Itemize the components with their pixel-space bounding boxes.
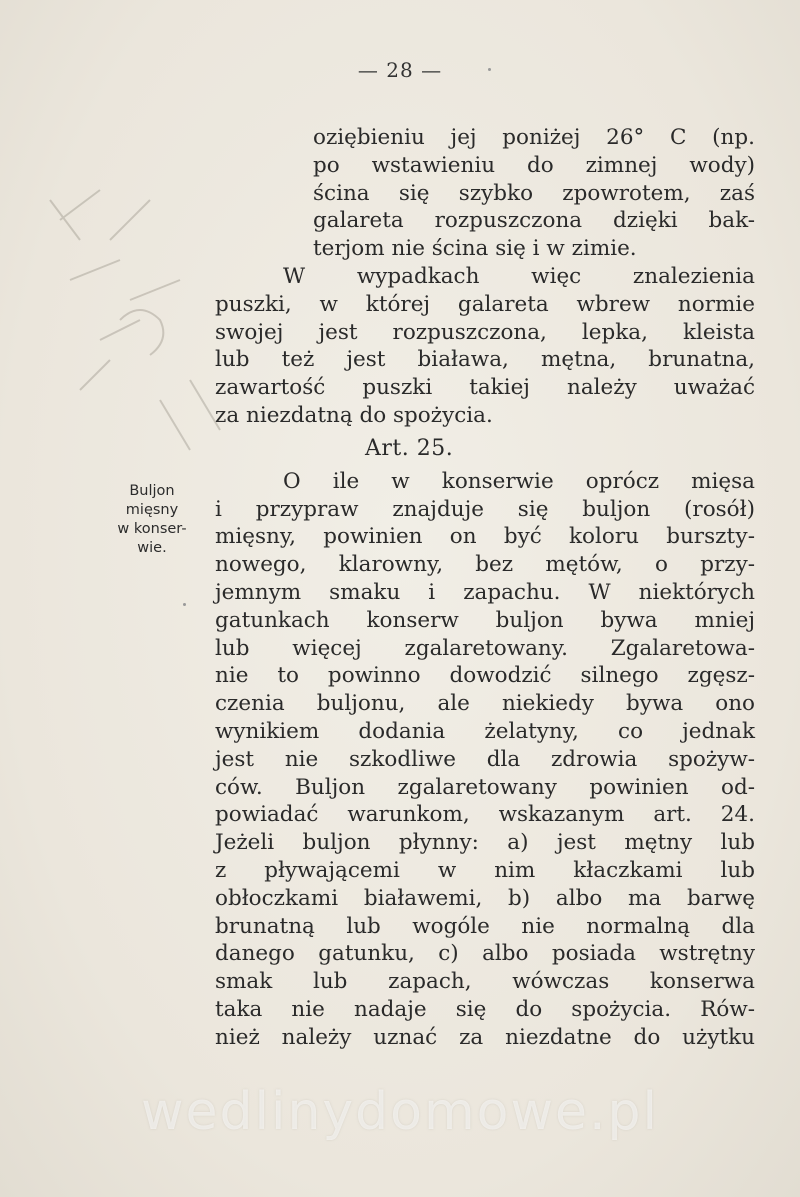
- text-line: nowego, klarowny, bez mętów, o przy-: [215, 552, 755, 578]
- text-line: swojej jest rozpuszczona, lepka, kleista: [215, 319, 755, 345]
- paragraph-2: [215, 263, 755, 430]
- margin-note-line: wie.: [137, 540, 167, 556]
- page-number: — 28 —: [357, 58, 443, 82]
- text-line: lub więcej zgalaretowany. Zgalaretowa-: [215, 635, 755, 661]
- paragraph-1: [215, 124, 755, 263]
- text-line: ścina się szybko zpowrotem, zaś: [313, 180, 755, 206]
- text-line: smak lub zapach, wówczas konserwa: [215, 969, 755, 995]
- text-line: W wypadkach więc znalezienia: [283, 263, 755, 289]
- text-line: powiadać warunkom, wskazanym art. 24.: [215, 802, 755, 828]
- article-heading: Art. 25.: [365, 435, 454, 461]
- text-line: nież należy uznać za niezdatne do użytku: [215, 1024, 755, 1050]
- text-line: czenia buljonu, ale niekiedy bywa ono: [215, 691, 755, 717]
- text-line: galareta rozpuszczona dzięki bak-: [313, 208, 755, 234]
- text-line: O ile w konserwie oprócz mięsa: [283, 468, 755, 494]
- text-line: oziębieniu jej poniżej 26° C (np.: [313, 125, 755, 150]
- text-line: taka nie nadaje się do spożycia. Rów-: [215, 996, 755, 1022]
- scan-speck: [183, 603, 186, 606]
- text-line: gatunkach konserw buljon bywa mniej: [215, 607, 755, 633]
- margin-note: [92, 482, 212, 558]
- text-line: Jeżeli buljon płynny: a) jest mętny lub: [215, 830, 755, 856]
- main-text: [215, 124, 755, 1052]
- text-line: danego gatunku, c) albo posiada wstrętny: [215, 941, 755, 967]
- paragraph-3: [215, 468, 755, 1052]
- margin-note-line: Buljon: [129, 483, 175, 499]
- text-line: za niezdatną do spożycia.: [215, 402, 493, 428]
- text-line: wynikiem dodania żelatyny, co jednak: [215, 718, 755, 744]
- text-line: ców. Buljon zgalaretowany powinien od-: [215, 774, 755, 800]
- text-line: terjom nie ścina się i w zimie.: [313, 236, 637, 262]
- margin-note-line: mięsny: [125, 502, 179, 518]
- margin-note-line: w konser-: [117, 521, 187, 537]
- text-line: nie to powinno dowodzić silnego zgęsz-: [215, 663, 755, 689]
- text-line: obłoczkami białawemi, b) albo ma barwę: [215, 885, 755, 911]
- text-line: puszki, w której galareta wbrew normie: [215, 291, 755, 317]
- text-line: lub też jest biaława, mętna, brunatna,: [215, 347, 755, 373]
- text-line: zawartość puszki takiej należy uważać: [215, 375, 755, 401]
- text-line: brunatną lub wogóle nie normalną dla: [215, 913, 755, 939]
- text-line: jemnym smaku i zapachu. W niektórych: [215, 579, 755, 605]
- text-line: mięsny, powinien on być koloru bursztу-: [215, 524, 755, 550]
- text-line: jest nie szkodliwe dla zdrowia spożyw-: [215, 746, 755, 772]
- watermark: wedlinydomowe.pl: [141, 1082, 659, 1142]
- text-line: z pływającemi w nim kłaczkami lub: [215, 857, 755, 883]
- text-line: i przypraw znajduje się buljon (rosół): [215, 496, 755, 522]
- scan-speck: [488, 68, 491, 71]
- text-line: po wstawieniu do zimnej wody): [313, 152, 755, 178]
